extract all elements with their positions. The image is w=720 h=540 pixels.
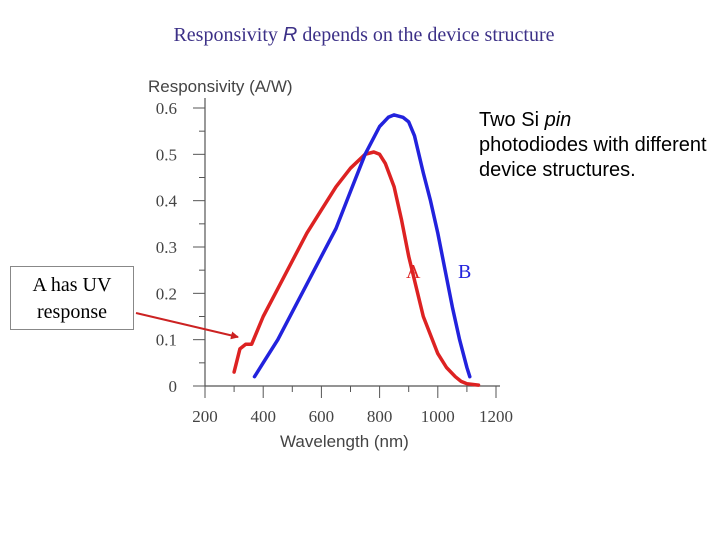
series-line-b (255, 115, 470, 377)
x-tick-label: 600 (308, 407, 335, 426)
x-tick-label: 1200 (479, 407, 513, 426)
title-text-start: Responsivity (173, 24, 283, 46)
callout-arrow (136, 313, 238, 337)
x-tick-label: 400 (250, 407, 276, 426)
note-pin-word: pin (544, 109, 572, 131)
y-tick-label: 0.2 (155, 284, 177, 304)
x-tick-label: 200 (192, 407, 218, 426)
y-tick-label: 0.5 (155, 145, 177, 165)
callout-line-1: A has UV (32, 274, 112, 296)
uv-callout-box (10, 266, 134, 330)
device-note (479, 108, 709, 183)
x-axis-label: Wavelength (nm) (280, 432, 409, 451)
callout-line-2: response (37, 301, 107, 323)
series-label-b: B (458, 261, 472, 283)
x-tick-label: 800 (366, 407, 393, 426)
note-text-start: Two Si (479, 109, 545, 131)
y-tick-label: 0 (168, 377, 177, 396)
y-tick-label: 0.3 (155, 238, 177, 257)
y-axis-label: Responsivity (A/W) (148, 77, 293, 96)
chart-curves (234, 115, 478, 385)
title-symbol-r: R (282, 24, 298, 46)
y-tick-label: 0.6 (155, 99, 177, 118)
series-label-a: A (406, 261, 421, 283)
note-text-rest: photodiodes with different device structures. (479, 134, 707, 181)
y-tick-label: 0.1 (155, 330, 177, 350)
x-tick-label: 1000 (420, 407, 455, 426)
title-text-end: depends on the device structure (297, 24, 555, 46)
y-tick-label: 0.4 (155, 191, 177, 211)
